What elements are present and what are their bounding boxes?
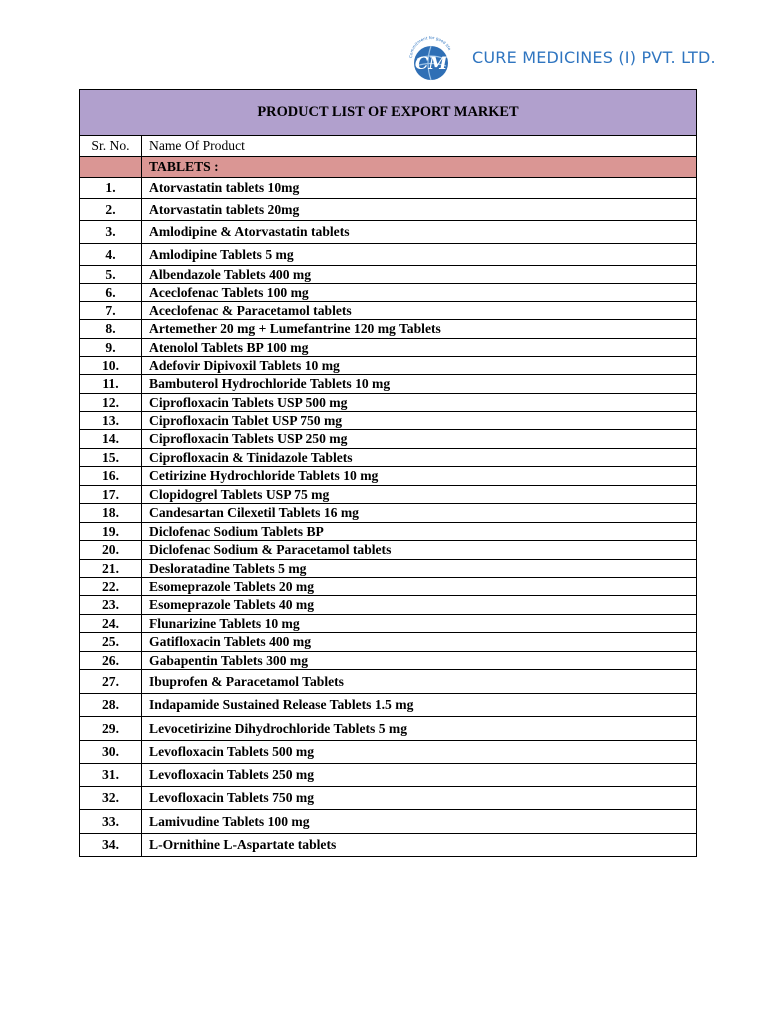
product-name-cell: Ciprofloxacin Tablets USP 500 mg xyxy=(142,394,697,412)
table-row xyxy=(80,199,697,221)
product-name-cell: Lamivudine Tablets 100 mg xyxy=(142,810,697,834)
sr-no-cell: 9. xyxy=(80,339,142,357)
sr-no-cell: 33. xyxy=(80,810,142,834)
product-name-cell: Diclofenac Sodium Tablets BP xyxy=(142,523,697,541)
product-name-cell: Ciprofloxacin & Tinidazole Tablets xyxy=(142,449,697,467)
section-sr-cell xyxy=(80,157,142,178)
sr-no-cell: 12. xyxy=(80,394,142,412)
table-row xyxy=(80,764,697,787)
sr-no-cell: 6. xyxy=(80,284,142,302)
product-name-cell: Bambuterol Hydrochloride Tablets 10 mg xyxy=(142,375,697,394)
sr-no-cell: 25. xyxy=(80,633,142,652)
product-name-cell: Amlodipine & Atorvastatin tablets xyxy=(142,221,697,244)
letterhead xyxy=(0,0,768,88)
sr-no-cell: 31. xyxy=(80,764,142,787)
sr-no-cell: 15. xyxy=(80,449,142,467)
sr-no-cell: 4. xyxy=(80,244,142,266)
sr-no-cell: 28. xyxy=(80,694,142,717)
sr-no-cell: 20. xyxy=(80,541,142,560)
table-row xyxy=(80,284,697,302)
column-header-product-name: Name Of Product xyxy=(142,136,697,157)
table-row xyxy=(80,244,697,266)
table-row xyxy=(80,320,697,339)
table-title-row xyxy=(80,90,697,136)
product-name-cell: Atorvastatin tablets 10mg xyxy=(142,178,697,199)
product-name-cell: Levofloxacin Tablets 500 mg xyxy=(142,741,697,764)
product-name-cell: Adefovir Dipivoxil Tablets 10 mg xyxy=(142,357,697,375)
table-row xyxy=(80,652,697,670)
sr-no-cell: 8. xyxy=(80,320,142,339)
column-header-sr-no: Sr. No. xyxy=(80,136,142,157)
table-row xyxy=(80,810,697,834)
table-row xyxy=(80,467,697,486)
sr-no-cell: 3. xyxy=(80,221,142,244)
table-row xyxy=(80,178,697,199)
product-name-cell: Levofloxacin Tablets 250 mg xyxy=(142,764,697,787)
table-row xyxy=(80,694,697,717)
table-row xyxy=(80,560,697,578)
table-row xyxy=(80,578,697,596)
product-name-cell: Ciprofloxacin Tablets USP 250 mg xyxy=(142,430,697,449)
sr-no-cell: 34. xyxy=(80,834,142,857)
table-row xyxy=(80,670,697,694)
product-name-cell: Flunarizine Tablets 10 mg xyxy=(142,615,697,633)
product-name-cell: Indapamide Sustained Release Tablets 1.5 mg xyxy=(142,694,697,717)
product-name-cell: Levofloxacin Tablets 750 mg xyxy=(142,787,697,810)
sr-no-cell: 1. xyxy=(80,178,142,199)
product-name-cell: Gatifloxacin Tablets 400 mg xyxy=(142,633,697,652)
product-name-cell: Atenolol Tablets BP 100 mg xyxy=(142,339,697,357)
product-name-cell: Candesartan Cilexetil Tablets 16 mg xyxy=(142,504,697,523)
product-name-cell: Gabapentin Tablets 300 mg xyxy=(142,652,697,670)
product-name-cell: Amlodipine Tablets 5 mg xyxy=(142,244,697,266)
product-name-cell: Levocetirizine Dihydrochloride Tablets 5 mg xyxy=(142,717,697,741)
table-row xyxy=(80,430,697,449)
product-name-cell: Ciprofloxacin Tablet USP 750 mg xyxy=(142,412,697,430)
sr-no-cell: 26. xyxy=(80,652,142,670)
product-name-cell: Ibuprofen & Paracetamol Tablets xyxy=(142,670,697,694)
sr-no-cell: 27. xyxy=(80,670,142,694)
product-name-cell: Diclofenac Sodium & Paracetamol tablets xyxy=(142,541,697,560)
sr-no-cell: 17. xyxy=(80,486,142,504)
table-row xyxy=(80,266,697,284)
sr-no-cell: 10. xyxy=(80,357,142,375)
sr-no-cell: 14. xyxy=(80,430,142,449)
sr-no-cell: 5. xyxy=(80,266,142,284)
table-row xyxy=(80,741,697,764)
product-name-cell: Aceclofenac & Paracetamol tablets xyxy=(142,302,697,320)
table-row xyxy=(80,375,697,394)
table-row xyxy=(80,221,697,244)
product-name-cell: Aceclofenac Tablets 100 mg xyxy=(142,284,697,302)
cm-globe-logo-icon xyxy=(407,36,455,82)
table-row xyxy=(80,787,697,810)
sr-no-cell: 29. xyxy=(80,717,142,741)
section-label: TABLETS : xyxy=(142,157,697,178)
table-row xyxy=(80,357,697,375)
section-row-tablets xyxy=(80,157,697,178)
sr-no-cell: 18. xyxy=(80,504,142,523)
table-row xyxy=(80,449,697,467)
sr-no-cell: 23. xyxy=(80,596,142,615)
product-name-cell: Esomeprazole Tablets 40 mg xyxy=(142,596,697,615)
table-row xyxy=(80,541,697,560)
product-list-table xyxy=(79,89,697,857)
sr-no-cell: 13. xyxy=(80,412,142,430)
sr-no-cell: 11. xyxy=(80,375,142,394)
table-row xyxy=(80,834,697,857)
sr-no-cell: 32. xyxy=(80,787,142,810)
product-name-cell: Artemether 20 mg + Lumefantrine 120 mg Tablets xyxy=(142,320,697,339)
table-row xyxy=(80,596,697,615)
product-name-cell: Desloratadine Tablets 5 mg xyxy=(142,560,697,578)
table-row xyxy=(80,717,697,741)
sr-no-cell: 24. xyxy=(80,615,142,633)
product-name-cell: L-Ornithine L-Aspartate tablets xyxy=(142,834,697,857)
product-name-cell: Cetirizine Hydrochloride Tablets 10 mg xyxy=(142,467,697,486)
table-row xyxy=(80,302,697,320)
sr-no-cell: 19. xyxy=(80,523,142,541)
table-title: PRODUCT LIST OF EXPORT MARKET xyxy=(80,90,697,136)
sr-no-cell: 7. xyxy=(80,302,142,320)
table-row xyxy=(80,394,697,412)
svg-text:CM: CM xyxy=(414,54,448,74)
table-row xyxy=(80,412,697,430)
sr-no-cell: 30. xyxy=(80,741,142,764)
sr-no-cell: 2. xyxy=(80,199,142,221)
sr-no-cell: 16. xyxy=(80,467,142,486)
sr-no-cell: 21. xyxy=(80,560,142,578)
table-row xyxy=(80,523,697,541)
product-name-cell: Atorvastatin tablets 20mg xyxy=(142,199,697,221)
product-name-cell: Esomeprazole Tablets 20 mg xyxy=(142,578,697,596)
table-row xyxy=(80,504,697,523)
company-name: CURE MEDICINES (I) PVT. LTD. xyxy=(472,48,716,67)
table-row xyxy=(80,615,697,633)
table-header-row xyxy=(80,136,697,157)
table-row xyxy=(80,486,697,504)
svg-text:Commitment for good life: Commitment for good life xyxy=(407,36,453,59)
table-row xyxy=(80,339,697,357)
product-name-cell: Albendazole Tablets 400 mg xyxy=(142,266,697,284)
table-row xyxy=(80,633,697,652)
sr-no-cell: 22. xyxy=(80,578,142,596)
product-name-cell: Clopidogrel Tablets USP 75 mg xyxy=(142,486,697,504)
